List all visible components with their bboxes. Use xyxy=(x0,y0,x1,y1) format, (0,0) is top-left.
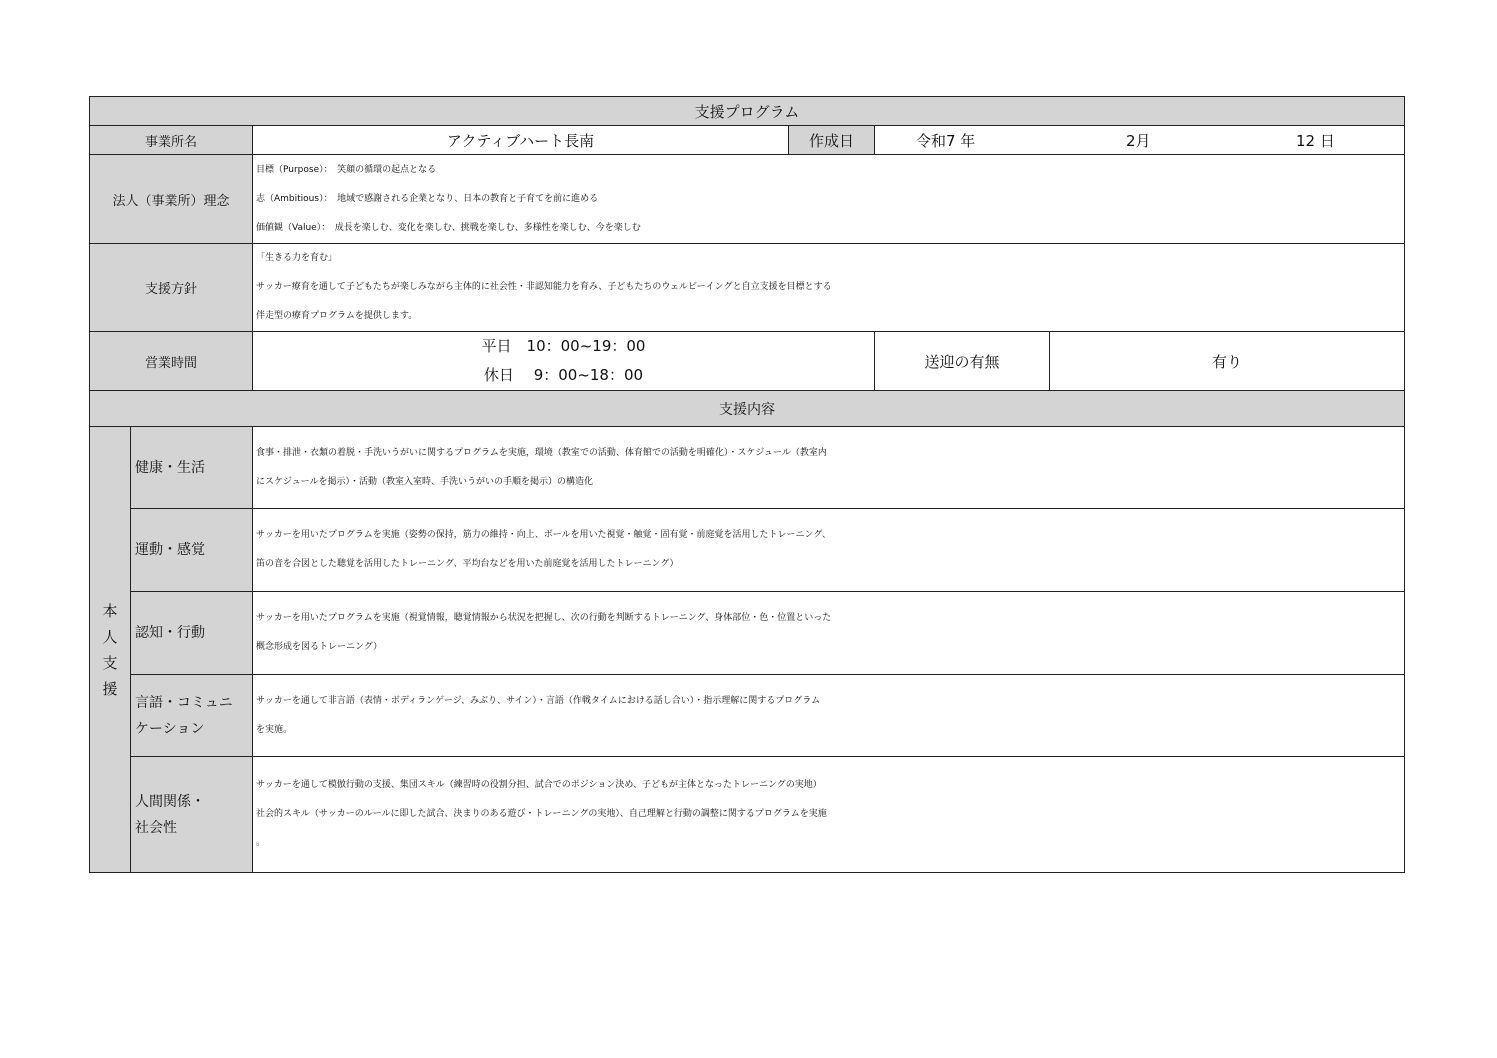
support-item-label-line: 社会性 xyxy=(135,819,177,836)
group-label-char: 援 xyxy=(102,679,118,698)
support-item-text-line: サッカーを用いたプログラムを実施（姿勢の保持，筋力の維持・向上、ボールを用いた視覚・触覚・固有覚・前庭覚を活用したトレーニング、 xyxy=(256,530,832,540)
support-item-label-line: 認知・行動 xyxy=(135,625,205,641)
created-day: 12 日 xyxy=(1296,131,1335,150)
support-item-label-line: 人間関係・ xyxy=(135,793,205,810)
support-item-text-line: サッカーを通して模倣行動の支援、集団スキル（練習時の役割分担、試合でのポジション決め、子どもが主体となったトレーニングの実地） xyxy=(256,780,822,790)
group-label-char: 人 xyxy=(102,627,118,646)
support-item-label-health xyxy=(131,427,253,509)
policy-label: 支援方針 xyxy=(90,244,253,332)
support-item-text-line: 。 xyxy=(256,838,266,848)
support-item-text-line: 概念形成を図るトレーニング） xyxy=(256,642,383,652)
support-item-text-line: 笛の音を合図とした聴覚を活用したトレーニング、平均台などを用いた前庭覚を活用したトレーニング） xyxy=(256,559,679,569)
support-item-text-cognition xyxy=(253,592,1405,675)
support-item-text-health xyxy=(253,427,1405,509)
sheet-title: 支援プログラム xyxy=(90,97,1405,126)
support-item-text-line: にスケジュールを掲示）・活動（教室入室時、手洗いうがいの手順を掲示）の構造化 xyxy=(256,476,593,487)
transport-label: 送迎の有無 xyxy=(875,332,1050,391)
office-label: 事業所名 xyxy=(90,126,253,155)
support-item-label-motor xyxy=(131,509,253,592)
philosophy-ambitious: 志（Ambitious）： 地域で感謝される企業となり、日本の教育と子育てを前に進める xyxy=(256,193,599,204)
support-content-title: 支援内容 xyxy=(90,391,1405,427)
support-item-text-motor xyxy=(253,509,1405,592)
group-label-char: 本 xyxy=(102,601,118,620)
policy-text xyxy=(253,244,1405,332)
hours-weekday: 平日 10：00~19：00 xyxy=(481,337,646,355)
support-item-label-social xyxy=(131,757,253,873)
support-item-label-line: 言語・コミュニ xyxy=(135,694,233,711)
policy-line: サッカー療育を通して子どもたちが楽しみながら主体的に社会性・非認知能力を育み、子どもたちのウェルビーイングと自立支援を目標とする xyxy=(256,282,832,292)
hours-holiday: 休日 9：00~18：00 xyxy=(483,366,644,384)
support-item-text-line: サッカーを用いたプログラムを実施（視覚情報，聴覚情報から状況を把握し、次の行動を判断するトレーニング、身体部位・色・位置といった xyxy=(256,613,832,623)
created-date xyxy=(875,126,1405,155)
group-label-char: 支 xyxy=(102,653,118,672)
transport-value: 有り xyxy=(1050,332,1405,391)
support-item-label-line: 運動・感覚 xyxy=(135,542,205,558)
created-label: 作成日 xyxy=(789,126,875,155)
policy-line: 「生きる力を育む」 xyxy=(256,253,338,263)
created-era-year: 令和7 年 xyxy=(916,131,976,150)
support-item-text-language xyxy=(253,675,1405,757)
support-item-label-line: ケーション xyxy=(135,720,205,737)
support-item-text-line: サッカーを通して非言語（表情・ボディランゲージ、みぶり、サイン）・言語（作戦タイムにおける話し合い）・指示理解に関するプログラム xyxy=(256,695,821,706)
support-item-label-cognition xyxy=(131,592,253,675)
office-name: アクティブハート長南 xyxy=(253,126,789,155)
philosophy-text xyxy=(253,155,1405,244)
support-item-text-line: を実施。 xyxy=(256,724,293,735)
support-item-text-line: 社会的スキル（サッカーのルールに即した試合、決まりのある遊び・トレーニングの実地）、自己理解と行動の調整に関するプログラムを実施 xyxy=(256,809,827,819)
philosophy-label: 法人（事業所）理念 xyxy=(90,155,253,244)
support-item-text-line: 食事・排泄・衣類の着脱・手洗いうがいに関するプログラムを実施，環境（教室での活動、体育館での活動を明確化）・スケジュール（教室内 xyxy=(256,447,827,458)
support-item-text-social xyxy=(253,757,1405,873)
philosophy-value: 価値観（Value）： 成長を楽しむ、変化を楽しむ、挑戦を楽しむ、多様性を楽しむ、今を楽しむ xyxy=(256,222,641,233)
support-program-sheet xyxy=(89,96,1404,873)
policy-line: 伴走型の療育プログラムを提供します。 xyxy=(256,311,418,321)
individual-support-label xyxy=(90,427,131,873)
support-item-label-line: 健康・生活 xyxy=(135,459,205,476)
support-program-table xyxy=(89,96,1405,873)
hours-value xyxy=(253,332,875,391)
support-item-label-language xyxy=(131,675,253,757)
hours-label: 営業時間 xyxy=(90,332,253,391)
philosophy-purpose: 目標（Purpose）： 笑顔の循環の起点となる xyxy=(256,164,437,175)
created-month: 2月 xyxy=(1126,131,1151,150)
